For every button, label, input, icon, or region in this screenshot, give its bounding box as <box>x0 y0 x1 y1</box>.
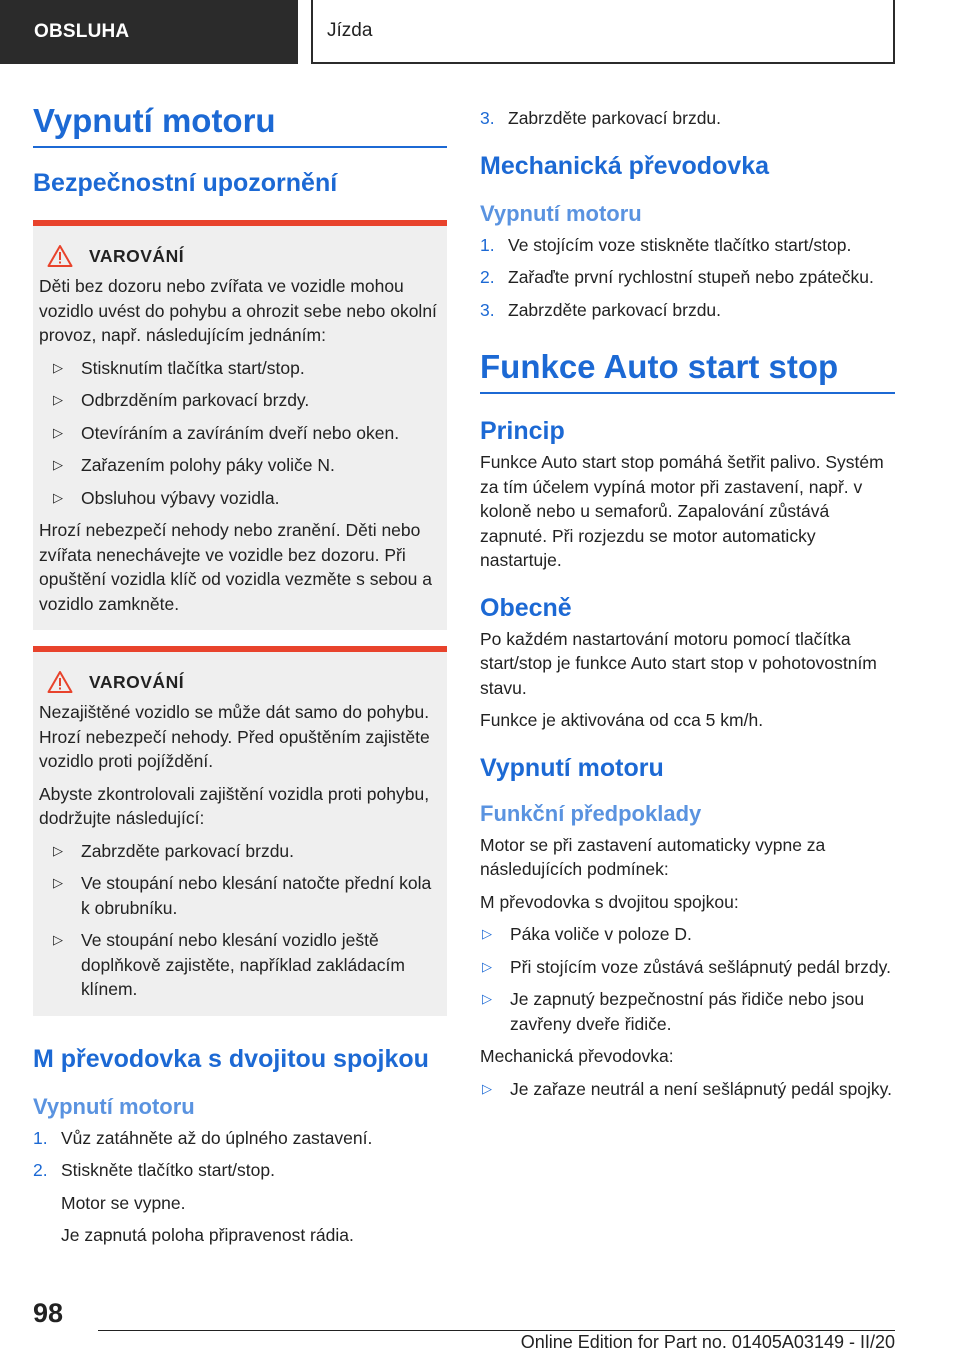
dct-steps <box>33 1126 447 1248</box>
list-item: ▷ Otevíráním a zavíráním dveří nebo oken. <box>39 421 439 446</box>
warning-list <box>39 356 439 511</box>
manual-subheading: Vypnutí motoru <box>480 200 642 226</box>
list-item: 1. Vůz zatáhněte až do úplného zastavení. <box>33 1127 373 1148</box>
general-heading: Obecně <box>480 593 572 622</box>
list-item: ▷ Zařazením polohy páky voliče N. <box>39 453 439 478</box>
warning-text: Děti bez dozoru nebo zvířata ve vozidle mohou vozidlo uvést do pohybu a ohrozit sebe nebo okolní provoz, např. následujícím jednáním: <box>39 276 437 345</box>
bullet-triangle-icon: ▷ <box>53 392 63 407</box>
list-item: 2. Zařaďte první rychlostní stupeň nebo zpátečku. <box>480 267 874 287</box>
manual-conditions <box>480 1077 895 1102</box>
list-item: ▷ Odbrzděním parkovací brzdy. <box>39 388 439 413</box>
list-item: ▷ Stisknutím tlačítka start/stop. <box>39 356 439 381</box>
section-tab <box>0 0 298 64</box>
warning-triangle-icon <box>47 670 73 694</box>
dct-label: M převodovka s dvojitou spojkou: <box>480 891 739 912</box>
manual-steps <box>480 233 895 323</box>
warning-triangle-icon <box>47 244 73 268</box>
manual-heading: Mechanická převodovka <box>480 151 770 180</box>
list-item: ▷ Ve stoupání nebo klesání vozidlo ještě doplňkově zajistěte, například zakládacím klínem. <box>53 930 405 999</box>
general-text: Po každém nastartování motoru pomocí tlačítka start/stop je funkce Auto start stop v pohotovostním stavu. <box>480 628 877 698</box>
warning-text: Nezajištěné vozidlo se může dát samo do pohybu. Hrozí nebezpečí nehody. Před opuštěním zajistěte vozidlo proti pojíždění. <box>39 702 430 771</box>
list-item: ▷ Obsluhou výbavy vozidla. <box>39 486 439 511</box>
list-item: 3. Zabrzděte parkovací brzdu. <box>480 299 722 320</box>
warning-box <box>33 646 447 1016</box>
principle-text: Funkce Auto start stop pomáhá šetřit palivo. Systém za tím účelem vypíná motor při zastavení, např. v koloně nebo u semaforů. Zapalování zůstává zapnuté. Při rozjezdu se motor automaticky nastartuje. <box>480 452 884 570</box>
bullet-triangle-icon: ▷ <box>53 359 63 375</box>
bullet-triangle-icon: ▷ <box>482 926 492 941</box>
general-text: Funkce je aktivována od cca 5 km/h. <box>480 710 764 730</box>
page-title: Vypnutí motoru <box>33 98 447 148</box>
list-item: ▷ Páka voliče v poloze D. <box>480 922 895 947</box>
bullet-triangle-icon: ▷ <box>53 875 63 890</box>
list-item: ▷ Je zapnutý bezpečnostní pás řidiče nebo jsou zavřeny dveře řidiče. <box>482 989 865 1034</box>
list-item: ▷ Je zařaze neutrál a není sešlápnutý pedál spojky. <box>480 1077 895 1102</box>
list-item: 3. Zabrzděte parkovací brzdu. <box>480 108 722 128</box>
bullet-triangle-icon: ▷ <box>53 842 63 858</box>
manual-label: Mechanická převodovka: <box>480 1046 674 1066</box>
list-item: ▷ Při stojícím voze zůstává sešlápnutý pedál brzdy. <box>480 955 895 980</box>
dct-subheading: Vypnutí motoru <box>33 1093 195 1119</box>
list-item: ▷ Zabrzděte parkovací brzdu. <box>39 839 439 864</box>
bullet-triangle-icon: ▷ <box>482 958 492 974</box>
section-title: Funkce Auto start stop <box>480 344 895 394</box>
list-item: 2. Stiskněte tlačítko start/stop. Motor se vypne. Je zapnutá poloha připravenost rádia. <box>33 1160 354 1245</box>
page-number: 98 <box>33 1298 64 1328</box>
dct-steps-continued <box>480 106 895 131</box>
bullet-triangle-icon: ▷ <box>482 1080 492 1096</box>
warning-label: VAROVÁNÍ <box>89 671 185 692</box>
prerequisites-subheading: Funkční předpoklady <box>480 800 702 826</box>
bullet-triangle-icon: ▷ <box>53 489 63 505</box>
bullet-triangle-icon: ▷ <box>53 457 63 472</box>
warning-text: Hrozí nebezpečí nehody nebo zranění. Děti nebo zvířata nenechávejte ve vozidle bez dozoru. Při opuštění vozidla klíč od vozidla vezměte s sebou a vozidlo zamkněte. <box>39 520 432 614</box>
bullet-triangle-icon: ▷ <box>482 991 492 1006</box>
warning-box <box>33 220 447 630</box>
chapter-tab <box>311 0 895 64</box>
prerequisites-text: Motor se při zastavení automaticky vypne za následujících podmínek: <box>480 834 826 879</box>
left-column <box>33 98 447 1256</box>
list-item: 1. Ve stojícím voze stiskněte tlačítko start/stop. <box>480 234 852 255</box>
section-label: OBSLUHA <box>34 21 130 42</box>
safety-heading: Bezpečnostní upozornění <box>33 169 338 197</box>
bullet-triangle-icon: ▷ <box>53 424 63 440</box>
edition-note: Online Edition for Part no. 01405A03149 - II/20 <box>520 1332 895 1352</box>
bullet-triangle-icon: ▷ <box>53 932 63 947</box>
list-item: ▷ Ve stoupání nebo klesání natočte přední kola k obrubníku. <box>53 873 432 918</box>
footer-divider <box>98 1330 895 1331</box>
principle-heading: Princip <box>480 417 565 445</box>
warning-text: Abyste zkontrolovali zajištění vozidla proti pohybu, dodržujte následující: <box>39 783 430 828</box>
engine-off-heading: Vypnutí motoru <box>480 753 664 782</box>
right-column <box>480 106 895 1109</box>
dct-heading: M převodovka s dvojitou spojkou <box>33 1044 429 1073</box>
dct-conditions <box>480 922 895 1036</box>
warning-list <box>39 839 439 1002</box>
chapter-label: Jízda <box>327 20 373 41</box>
warning-label: VAROVÁNÍ <box>89 245 185 266</box>
